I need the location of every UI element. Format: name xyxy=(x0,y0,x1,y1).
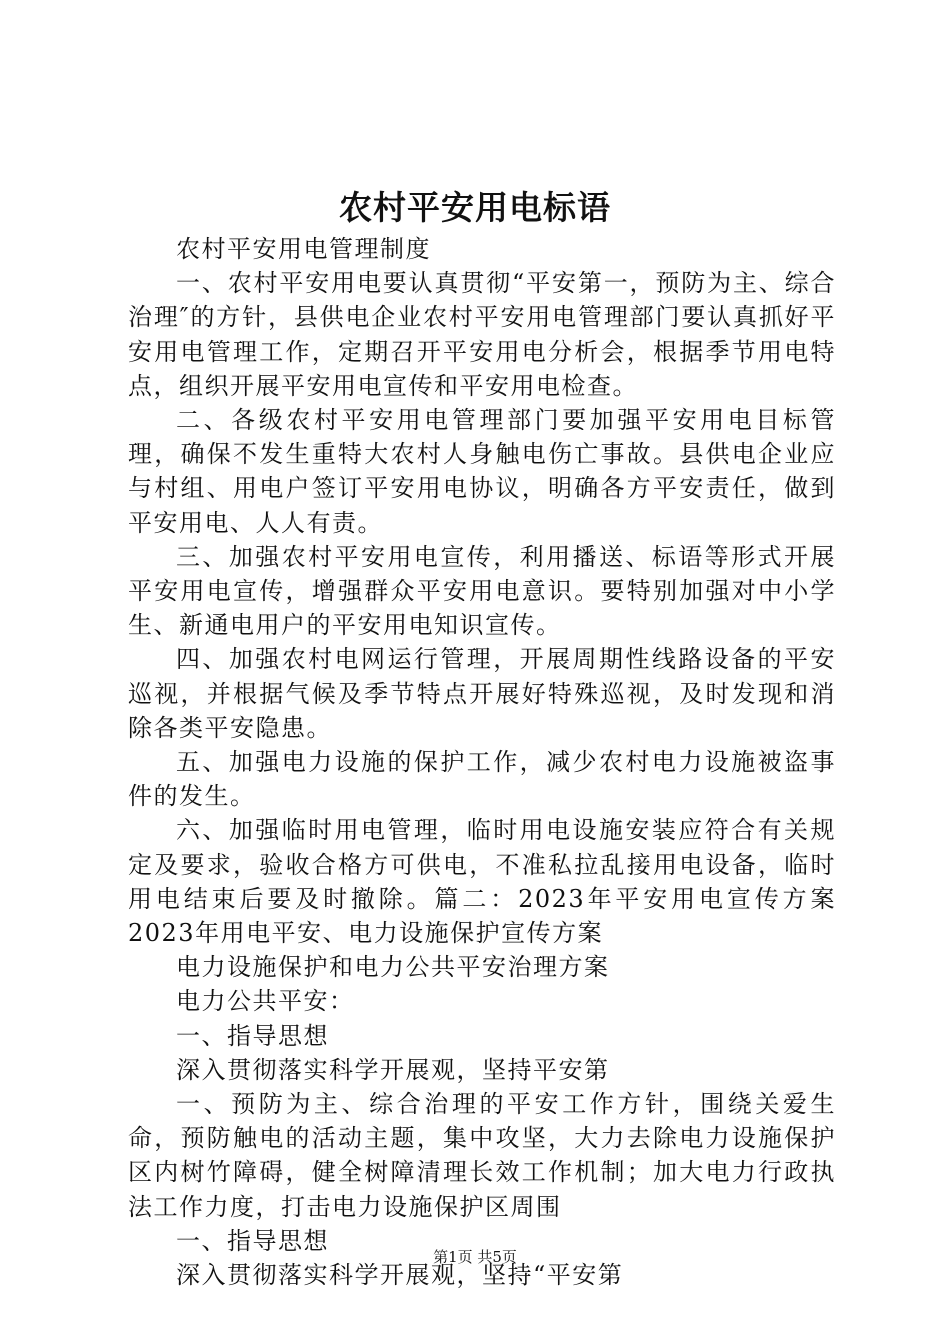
paragraph: 五、加强电力设施的保护工作，减少农村电力设施被盗事件的发生。 xyxy=(128,748,836,811)
paragraph: 一、农村平安用电要认真贯彻“平安第一，预防为主、综合治理″的方针，县供电企业农村平安用电管理部门要认真抓好平安用电管理工作，定期召开平安用电分析会，根据季节用电特点，组织开展平安用电宣传和平安用电检查。 xyxy=(128,269,836,400)
page-number-footer: 第1页 共5页 xyxy=(433,1248,517,1266)
paragraph: 六、加强临时用电管理，临时用电设施安装应符合有关规定及要求，验收合格方可供电，不准私拉乱接用电设备，临时用电结束后要及时撤除。篇二：2023年平安用电宣传方案2023年用电平安、电力设施保护宣传方案 xyxy=(128,816,836,948)
paragraph: 农村平安用电管理制度 xyxy=(176,235,431,263)
paragraph: 一、指导思想 xyxy=(176,1021,329,1050)
document-title: 农村平安用电标语 xyxy=(339,188,611,227)
paragraph: 二、各级农村平安用电管理部门要加强平安用电目标管理，确保不发生重特大农村人身触电伤亡事故。县供电企业应与村组、用电户签订平安用电协议，明确各方平安责任，做到平安用电、人人有责。 xyxy=(128,406,836,537)
paragraph: 电力公共平安： xyxy=(176,987,355,1016)
paragraph: 一、预防为主、综合治理的平安工作方针，围绕关爱生命，预防触电的活动主题，集中攻坚，大力去除电力设施保护区内树竹障碍，健全树障清理长效工作机制；加大电力行政执法工作力度，打击电力设施保护区周围 xyxy=(128,1090,836,1221)
paragraph: 三、加强农村平安用电宣传，利用播送、标语等形式开展平安用电宣传，增强群众平安用电意识。要特别加强对中小学生、新通电用户的平安用电知识宣传。 xyxy=(128,542,836,640)
paragraph: 电力设施保护和电力公共平安治理方案 xyxy=(176,953,610,982)
document-body xyxy=(128,232,836,1292)
paragraph: 四、加强农村电网运行管理，开展周期性线路设备的平安巡视，并根据气候及季节特点开展好特殊巡视，及时发现和消除各类平安隐患。 xyxy=(128,645,836,742)
paragraph: 深入贯彻落实科学开展观，坚持平安第 xyxy=(176,1055,610,1084)
paragraph: 深入贯彻落实科学开展观，坚持“平安第 xyxy=(176,1261,624,1290)
paragraph: 一、指导思想 xyxy=(176,1226,329,1255)
